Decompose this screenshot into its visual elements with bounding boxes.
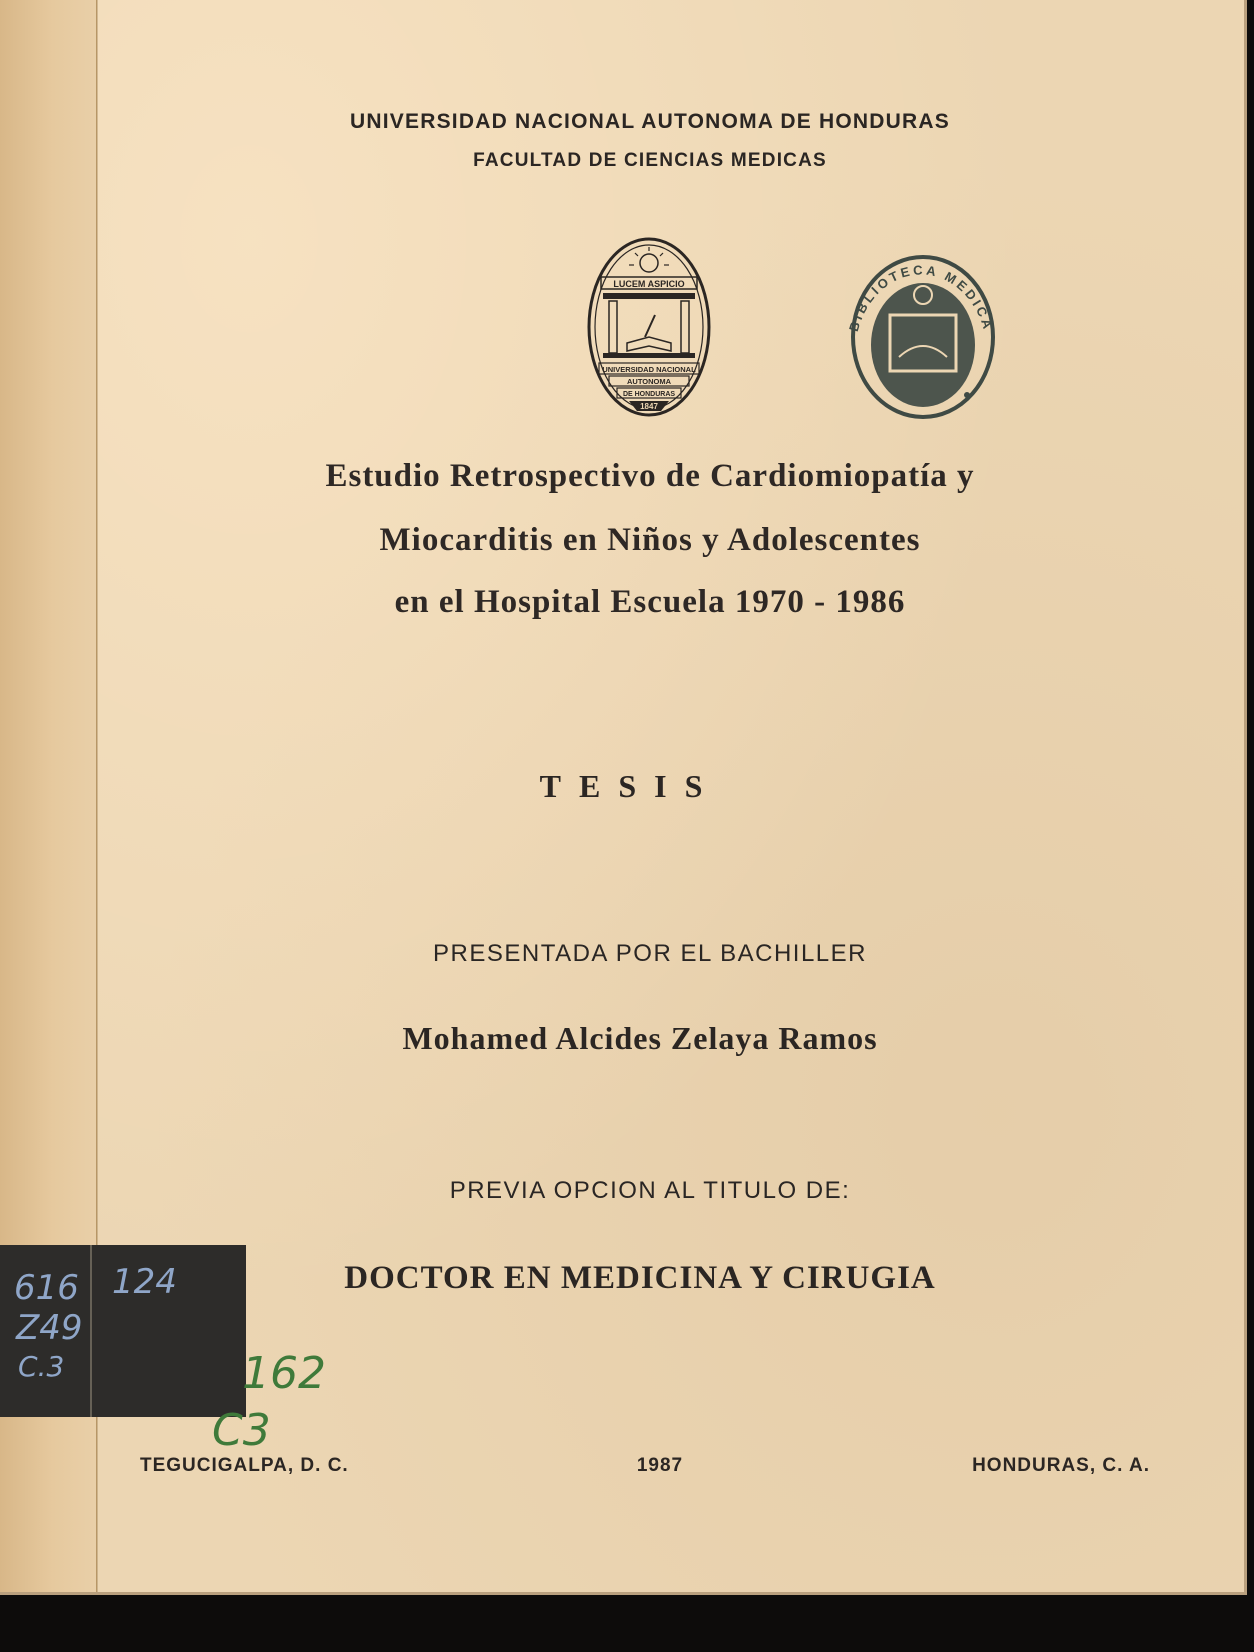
degree-title: DOCTOR EN MEDICINA Y CIRUGIA — [344, 1260, 936, 1296]
university-name: UNIVERSIDAD NACIONAL AUTONOMA DE HONDURAS — [350, 110, 950, 133]
call-number-line-1: 616 — [14, 1268, 79, 1308]
thesis-title-line-2: Miocarditis en Niños y Adolescentes — [379, 522, 921, 558]
handwritten-note-1: 162 — [242, 1348, 326, 1399]
seal-year: 1847 — [640, 402, 658, 411]
degree-intro-label: PREVIA OPCION AL TITULO DE: — [449, 1177, 851, 1204]
author-name: Mohamed Alcides Zelaya Ramos — [402, 1020, 878, 1056]
seal-ribbon-2: AUTONOMA — [626, 377, 672, 386]
seal-ribbon-3: DE HONDURAS — [622, 391, 676, 398]
library-stamp-icon — [835, 225, 1010, 425]
label-divider — [90, 1245, 92, 1417]
university-seal-icon — [585, 235, 713, 420]
footer-city: TEGUCIGALPA, D. C. — [140, 1455, 349, 1476]
handwritten-note-2: C3 — [212, 1405, 271, 1456]
call-number-line-2: Z49 — [16, 1308, 83, 1348]
faculty-name: FACULTAD DE CIENCIAS MEDICAS — [473, 150, 827, 171]
thesis-title-line-1: Estudio Retrospectivo de Cardiomiopatía y — [325, 458, 975, 494]
footer-year: 1987 — [636, 1455, 684, 1476]
thesis-title-line-3: en el Hospital Escuela 1970 - 1986 — [394, 584, 906, 620]
footer-country: HONDURAS, C. A. — [972, 1455, 1150, 1476]
presented-by-label: PRESENTADA POR EL BACHILLER — [433, 940, 867, 967]
document-type: TESIS — [539, 768, 721, 804]
seal-motto: LUCEM ASPICIO — [613, 279, 685, 289]
library-stamp-text: BIBLIOTECA MEDICA — [845, 262, 997, 334]
seal-ribbon-1: UNIVERSIDAD NACIONAL — [602, 365, 696, 374]
call-number-line-4: 124 — [112, 1262, 177, 1302]
call-number-line-3: C.3 — [18, 1350, 65, 1383]
